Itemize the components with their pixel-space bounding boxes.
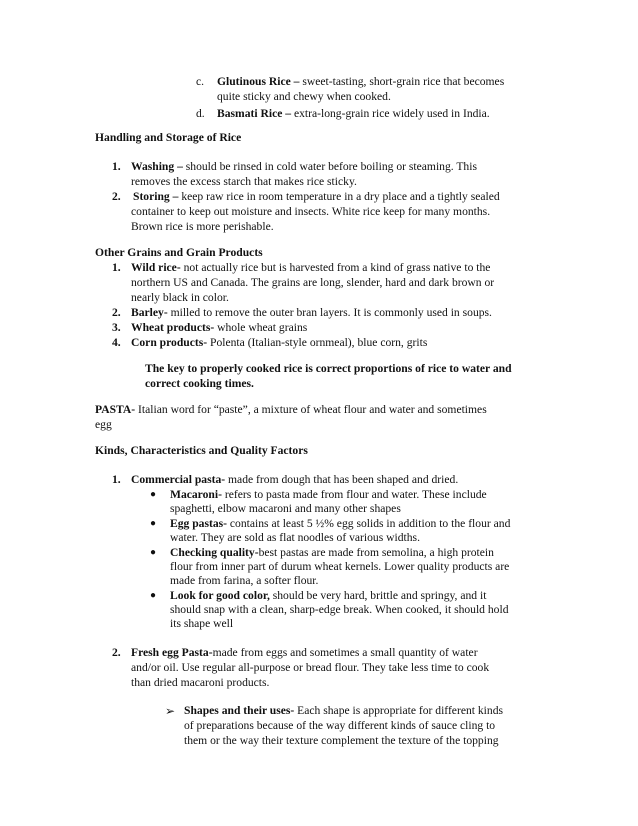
list-number: 1. — [112, 261, 121, 274]
pasta-term: PASTA- — [95, 403, 136, 416]
item-text: Brown rice is more perishable. — [131, 220, 274, 233]
item-text: keep raw rice in room temperature in a dry place and a tightly sealed — [178, 190, 500, 203]
arrow-bullet-icon: ➢ — [165, 704, 176, 718]
key-note: The key to properly cooked rice is correct proportions of rice to water and — [145, 362, 512, 375]
item-text: flour from inner part of durum wheat kernels. Lower quality products are — [170, 560, 510, 573]
list-number: 2. — [112, 190, 121, 203]
list-number: 1. — [112, 160, 121, 173]
item-term: Macaroni- — [170, 488, 222, 501]
section-heading: Other Grains and Grain Products — [95, 246, 263, 259]
list-item — [131, 261, 490, 275]
list-number: 3. — [112, 321, 121, 334]
item-term: Fresh egg Pasta- — [131, 646, 213, 659]
item-text: whole wheat grains — [214, 321, 308, 334]
item-text: Polenta (Italian-style ornmeal), blue corn, grits — [207, 336, 428, 349]
item-text: spaghetti, elbow macaroni and many other shapes — [170, 502, 401, 515]
list-marker: c. — [196, 75, 205, 88]
item-text: made from farina, a softer flour. — [170, 574, 319, 587]
list-marker: d. — [196, 107, 205, 120]
list-number: 4. — [112, 336, 121, 349]
item-text: best pastas are made from semolina, a high protein — [258, 546, 494, 559]
item-text: them or the way their texture complement the texture of the topping — [184, 734, 499, 747]
item-term: Barley- — [131, 306, 168, 319]
item-text: refers to pasta made from flour and water. These include — [221, 488, 487, 501]
bullet-icon: ● — [150, 590, 157, 601]
item-text: its shape well — [170, 617, 234, 630]
item-term: Corn products- — [131, 336, 208, 349]
list-item — [131, 473, 458, 487]
item-text: contains at least 5 ½% egg solids in addition to the flour and — [227, 517, 511, 530]
item-term: Wheat products- — [131, 321, 215, 334]
item-text: container to keep out moisture and insects. White rice keep for many months. — [131, 205, 491, 218]
bullet-item — [170, 488, 487, 502]
rice-type-entry — [217, 75, 504, 89]
item-text: northern US and Canada. The grains are long, slender, hard and dark brown or — [131, 276, 495, 289]
bullet-item — [170, 546, 494, 560]
rice-type-text: sweet-tasting, short-grain rice that becomes — [299, 75, 505, 88]
item-term: Look for good color, — [170, 589, 270, 602]
pasta-definition — [95, 403, 487, 417]
sub-item — [184, 704, 503, 718]
bullet-item — [170, 517, 510, 531]
item-text: made from eggs and sometimes a small quantity of water — [212, 646, 478, 659]
item-text: than dried macaroni products. — [131, 676, 270, 689]
item-term: Wild rice- — [131, 261, 181, 274]
item-term: Egg pastas- — [170, 517, 228, 530]
item-text: water. They are sold as flat noodles of various widths. — [170, 531, 420, 544]
list-item — [131, 306, 492, 320]
list-item — [131, 160, 477, 174]
item-text: of preparations because of the way different kinds of sauce cling to — [184, 719, 496, 732]
item-text: and/or oil. Use regular all-purpose or bread flour. They take less time to cook — [131, 661, 490, 674]
bullet-icon: ● — [150, 518, 157, 529]
list-number: 2. — [112, 306, 121, 319]
rice-type-text: quite sticky and chewy when cooked. — [217, 90, 391, 103]
bullet-icon: ● — [150, 489, 157, 500]
list-item — [131, 646, 478, 660]
list-number: 1. — [112, 473, 121, 486]
rice-type-term: Basmati Rice – — [217, 107, 292, 120]
item-text: should be very hard, brittle and springy, and it — [269, 589, 487, 602]
item-text: should snap with a clean, sharp-edge break. When cooked, it should hold — [170, 603, 509, 616]
pasta-text: Italian word for “paste”, a mixture of wheat flour and water and sometimes — [135, 403, 487, 416]
item-term: Shapes and their uses- — [184, 704, 295, 717]
item-term: Storing – — [133, 190, 179, 203]
item-text: not actually rice but is harvested from a kind of grass native to the — [180, 261, 491, 274]
rice-type-term: Glutinous Rice – — [217, 75, 300, 88]
rice-type-entry — [217, 107, 490, 121]
item-text: should be rinsed in cold water before boiling or steaming. This — [182, 160, 477, 173]
item-text: milled to remove the outer bran layers. It is commonly used in soups. — [167, 306, 492, 319]
list-item — [131, 336, 427, 350]
item-term: Commercial pasta- — [131, 473, 226, 486]
bullet-icon: ● — [150, 547, 157, 558]
item-text: nearly black in color. — [131, 291, 229, 304]
key-note: correct cooking times. — [145, 377, 254, 390]
item-term: Checking quality- — [170, 546, 259, 559]
pasta-text: egg — [95, 418, 112, 431]
item-text: made from dough that has been shaped and dried. — [225, 473, 459, 486]
bullet-item — [170, 589, 486, 603]
section-heading: Kinds, Characteristics and Quality Factors — [95, 444, 308, 457]
item-term: Washing – — [131, 160, 183, 173]
item-text: Each shape is appropriate for different kinds — [294, 704, 504, 717]
rice-type-text: extra-long-grain rice widely used in India. — [291, 107, 490, 120]
item-text: removes the excess starch that makes rice sticky. — [131, 175, 357, 188]
list-item — [133, 190, 500, 204]
list-item — [131, 321, 307, 335]
list-number: 2. — [112, 646, 121, 659]
section-heading: Handling and Storage of Rice — [95, 131, 242, 144]
